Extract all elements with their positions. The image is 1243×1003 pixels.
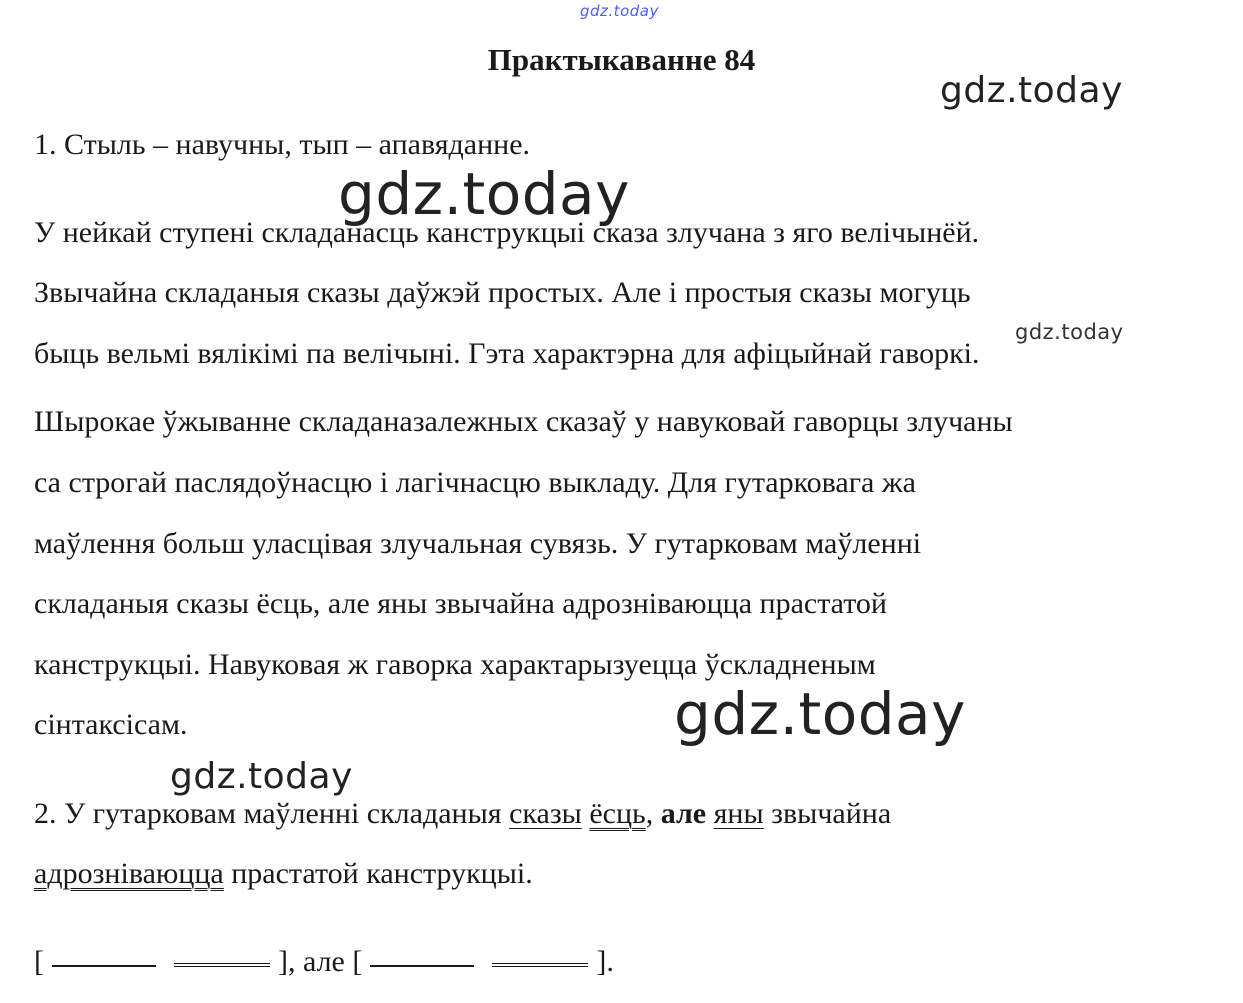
item-1-text: 1. Стыль – навучны, тып – апавяданне. — [34, 128, 531, 161]
subject-2: яны — [713, 797, 764, 830]
item-2-sentence-line-1 — [34, 797, 891, 831]
item-2-sentence-line-2 — [34, 857, 533, 891]
exercise-title: Практыкаванне 84 — [487, 42, 756, 77]
paragraph-line: Звычайна складаныя сказы даўжэй простых. Але і простыя сказы могуць — [34, 276, 971, 309]
conjunction: але — [660, 797, 707, 830]
scheme-predicate-line-2 — [492, 962, 588, 967]
watermark-large-1: gdz.today — [338, 160, 630, 228]
sentence-scheme — [34, 945, 614, 979]
watermark-small-mid: gdz.today — [1015, 320, 1124, 344]
paragraph-line: сінтаксісам. — [34, 708, 188, 741]
scheme-bracket-close-2: ]. — [596, 945, 614, 978]
predicate-1: ёсць — [589, 797, 646, 830]
scheme-subject-line-1 — [52, 964, 156, 967]
paragraph-line: У нейкай ступені складанасць канструкцыі сказа злучана з яго велічынёй. — [34, 216, 980, 249]
scheme-bracket-open-1: [ — [34, 945, 44, 978]
scheme-subject-line-2 — [370, 964, 474, 967]
paragraph-line: канструкцыі. Навуковая ж гаворка характарызуецца ўскладненым — [34, 648, 876, 681]
item-2-middle: звычайна — [763, 797, 892, 830]
comma: , — [645, 797, 661, 830]
item-2-prefix: 2. У гутарковам маўленні складаныя — [34, 797, 510, 830]
watermark-large-2: gdz.today — [674, 680, 966, 748]
predicate-2: адрозніваюцца — [34, 857, 224, 890]
watermark-right-top: gdz.today — [940, 70, 1123, 111]
paragraph-line: быць вельмі вялікімі па велічыні. Гэта характэрна для афіцыйнай гаворкі. — [34, 337, 980, 370]
watermark-mid-left: gdz.today — [170, 756, 353, 797]
scheme-middle: ], але [ — [278, 945, 363, 978]
subject-1: сказы — [509, 797, 582, 830]
item-2-suffix: прастатой канструкцыі. — [223, 857, 533, 890]
paragraph-line: маўлення больш уласцівая злучальная сувязь. У гутарковам маўленні — [34, 527, 922, 560]
watermark-top: gdz.today — [580, 2, 659, 20]
paragraph-line: складаныя сказы ёсць, але яны звычайна адрозніваюцца прастатой — [34, 587, 887, 620]
scheme-predicate-line-1 — [174, 962, 270, 967]
paragraph-line: Шырокае ўжыванне складаназалежных сказаў у навуковай гаворцы злучаны — [34, 405, 1013, 438]
paragraph-line: са строгай паслядоўнасцю і лагічнасцю выкладу. Для гутарковага жа — [34, 466, 916, 499]
